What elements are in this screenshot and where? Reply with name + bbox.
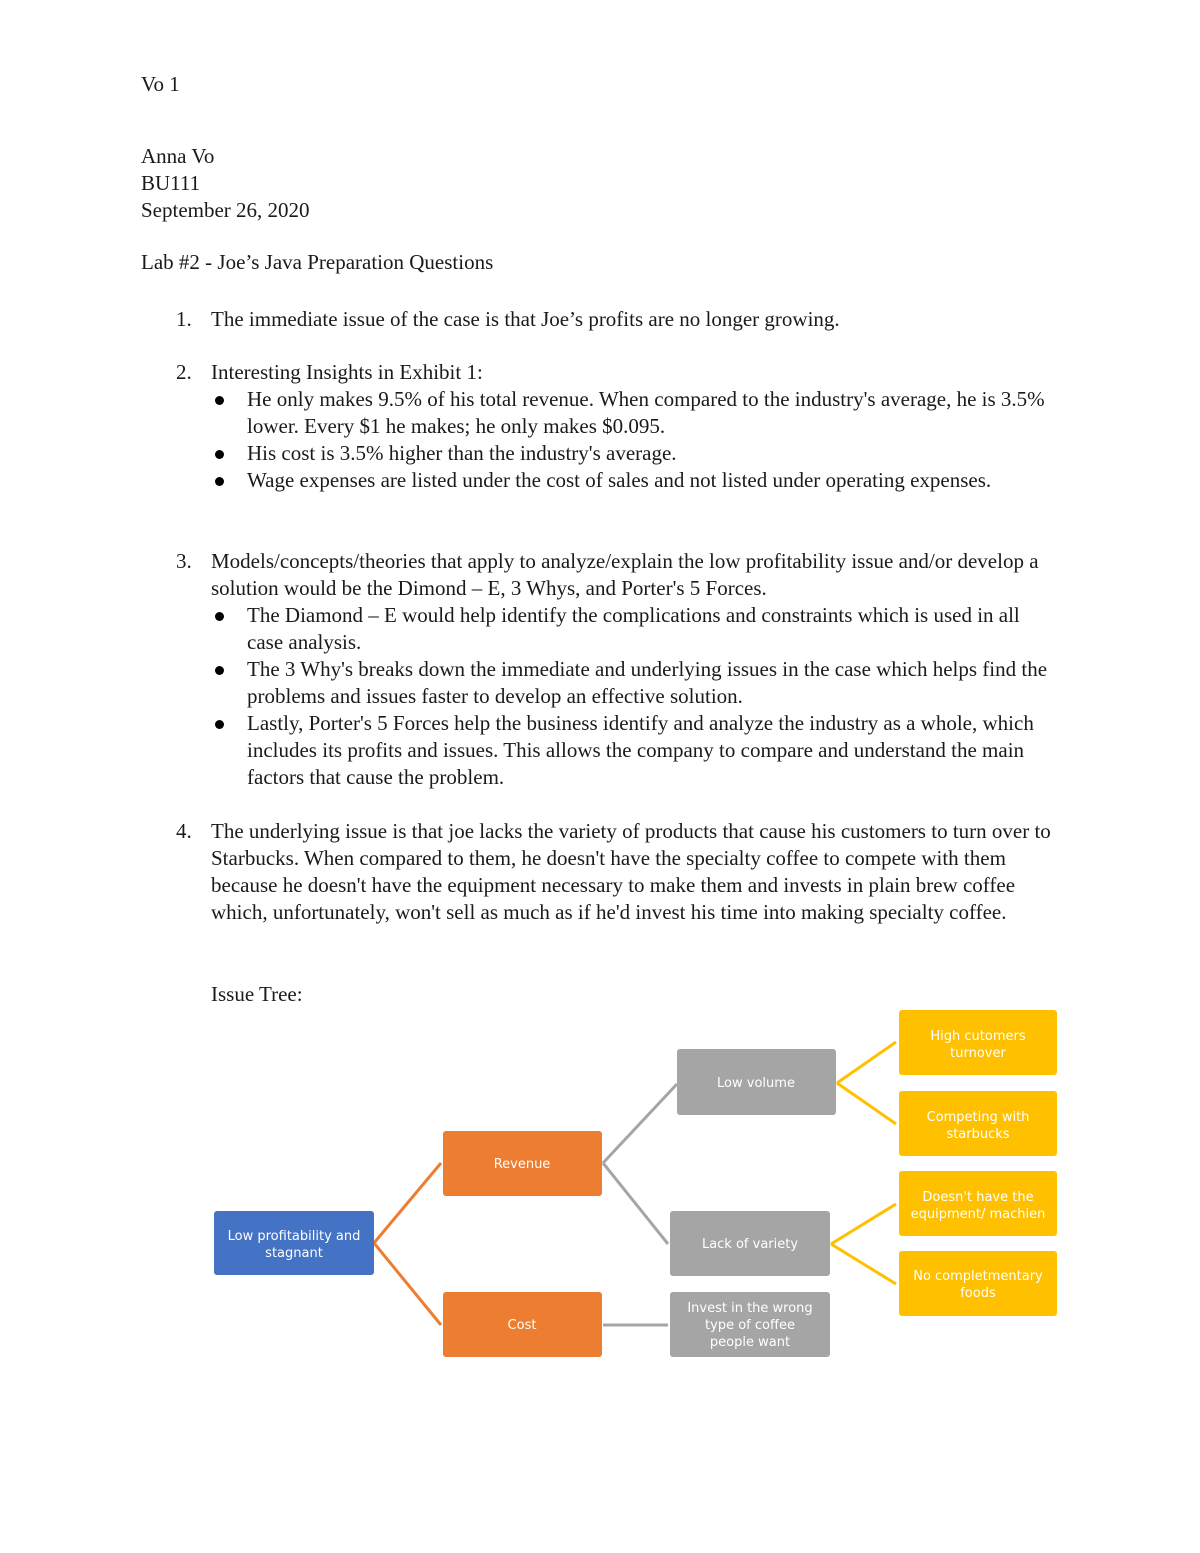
question-number: 3. xyxy=(176,549,192,573)
node-label: Revenue xyxy=(493,1157,551,1172)
issue-tree-label: Issue Tree: xyxy=(211,982,303,1006)
node-invest-wrong-coffee xyxy=(670,1292,830,1357)
node-low-profitability xyxy=(214,1211,374,1275)
node-label: stagnant xyxy=(265,1246,323,1261)
question-text: The immediate issue of the case is that Joe’s profits are no longer growing. xyxy=(211,307,840,331)
document-title: Lab #2 - Joe’s Java Preparation Questions xyxy=(141,250,494,274)
node-label: No completmentary xyxy=(913,1269,1043,1284)
node-label: Invest in the wrong xyxy=(687,1301,813,1316)
node-low-volume xyxy=(677,1049,836,1115)
question-number: 1. xyxy=(176,307,192,331)
node-label: starbucks xyxy=(946,1127,1010,1142)
node-label: High cutomers xyxy=(930,1029,1026,1044)
node-lack-of-variety xyxy=(670,1211,830,1276)
question-number: 2. xyxy=(176,360,192,384)
connector-root-revenue xyxy=(374,1163,441,1243)
node-label: type of coffee xyxy=(705,1318,795,1333)
node-label: Low profitability and xyxy=(227,1229,361,1244)
bullet-item: Lastly, Porter's 5 Forces help the business identify and analyze the industry as a whole, which includes its profits and issues. This allows the company to compare and understand the main factors that cause the problem. xyxy=(176,710,1060,791)
question-text: Models/concepts/theories that apply to analyze/explain the low profitability issue and/or develop a solution would be the Dimond – E, 3 Whys, and Porter's 5 Forces. xyxy=(211,549,1039,600)
connector-revenue-lowvolume xyxy=(603,1084,677,1163)
course-code: BU111 xyxy=(141,171,201,195)
node-cost xyxy=(443,1292,602,1357)
node-no-complementary-foods xyxy=(899,1251,1057,1316)
document-date: September 26, 2020 xyxy=(141,198,310,222)
connector-variety-foods xyxy=(831,1244,896,1284)
bullet-item: Wage expenses are listed under the cost of sales and not listed under operating expenses. xyxy=(176,467,1060,494)
node-revenue xyxy=(443,1131,602,1196)
bullet-item: His cost is 3.5% higher than the industry's average. xyxy=(176,440,1060,467)
bullet-item: The 3 Why's breaks down the immediate and underlying issues in the case which helps find the problems and issues faster to develop an effective solution. xyxy=(176,656,1060,710)
node-high-turnover xyxy=(899,1010,1057,1075)
question-number: 4. xyxy=(176,819,192,843)
bullet-item: The Diamond – E would help identify the complications and constraints which is used in all case analysis. xyxy=(176,602,1060,656)
question-text: The underlying issue is that joe lacks the variety of products that cause his customers to turn over to Starbucks. When compared to them, he doesn't have the specialty coffee to compete with them because he doesn't have the equipment necessary to make them and invests in plain brew coffee which, unfortunately, won't sell as much as if he'd invest his time into making specialty coffee. xyxy=(211,819,1051,924)
connector-variety-equipment xyxy=(831,1204,896,1244)
question-text: Interesting Insights in Exhibit 1: xyxy=(211,360,483,384)
node-label: equipment/ machien xyxy=(910,1207,1046,1222)
connector-lowvolume-turnover xyxy=(837,1042,896,1083)
node-competing-starbucks xyxy=(899,1091,1057,1156)
bullet-item: He only makes 9.5% of his total revenue. When compared to the industry's average, he is 3.5% lower. Every $1 he makes; he only makes $0.095. xyxy=(176,386,1060,440)
node-label: people want xyxy=(709,1335,791,1350)
node-label: turnover xyxy=(950,1046,1006,1061)
author-name: Anna Vo xyxy=(141,144,215,168)
node-label: Competing with xyxy=(926,1110,1030,1125)
connector-lowvolume-competing xyxy=(837,1083,896,1124)
node-label: Cost xyxy=(507,1318,537,1333)
node-label: Doesn't have the xyxy=(922,1190,1034,1205)
connector-revenue-variety xyxy=(603,1163,668,1244)
node-label: Low volume xyxy=(717,1076,795,1091)
page-header: Vo 1 xyxy=(141,72,180,96)
node-label: Lack of variety xyxy=(701,1237,799,1252)
node-no-equipment xyxy=(899,1171,1057,1236)
node-label: foods xyxy=(960,1286,996,1301)
connector-root-cost xyxy=(374,1243,441,1325)
